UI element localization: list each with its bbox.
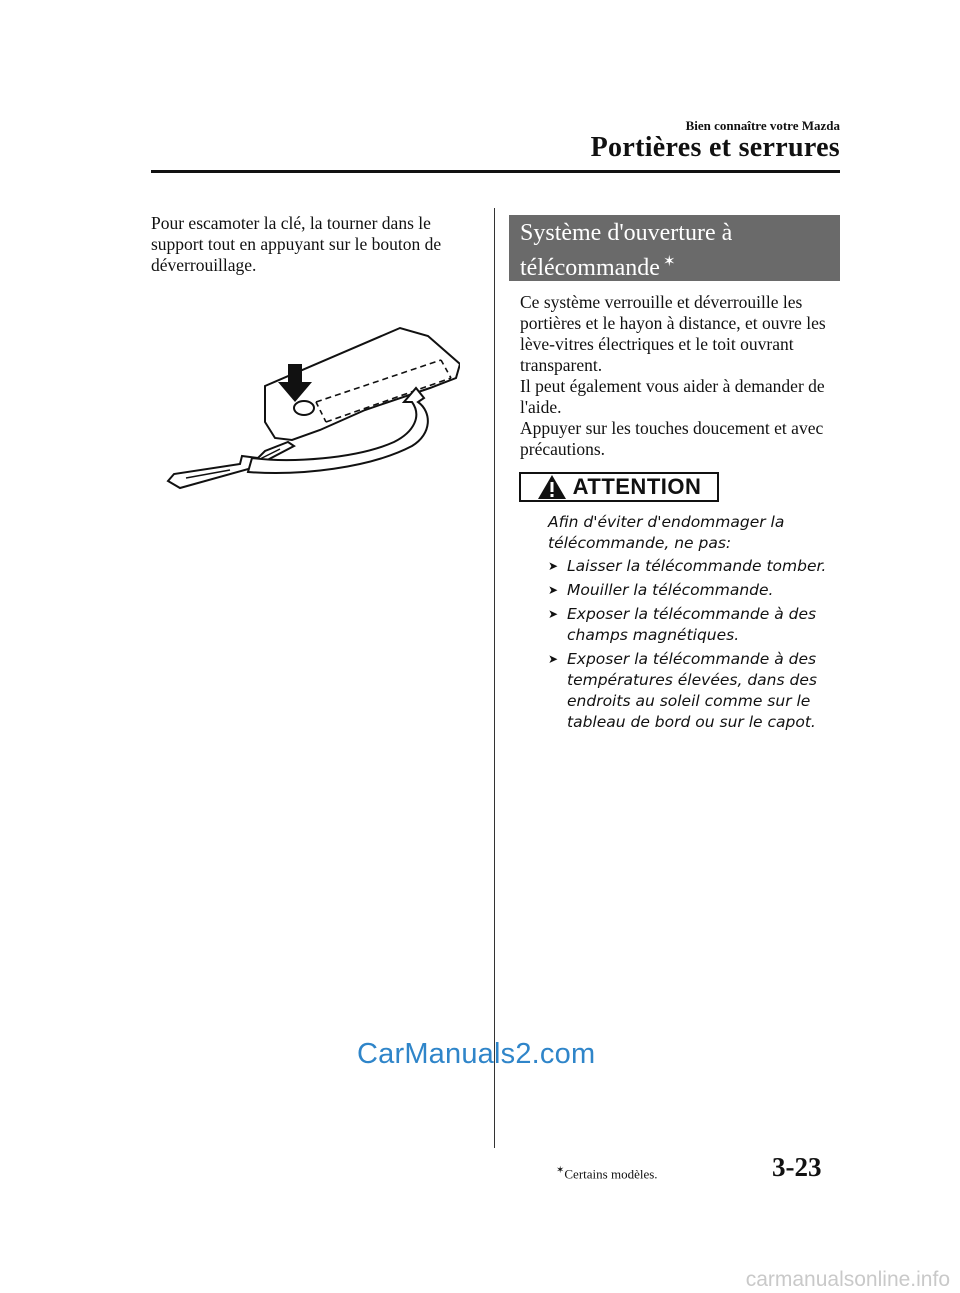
header-section-name: Bien connaître votre Mazda bbox=[685, 118, 840, 133]
description-paragraph: Appuyer sur les touches doucement et avec précautions. bbox=[520, 418, 824, 459]
attention-label: ATTENTION bbox=[572, 474, 702, 499]
carmanuals-watermark-link[interactable]: CarManuals2.com bbox=[357, 1038, 596, 1070]
attention-list bbox=[548, 556, 848, 733]
footnote bbox=[556, 1165, 658, 1182]
attention-intro: Afin d'éviter d'endommager la télécommande, ne pas: bbox=[548, 513, 785, 552]
site-watermark-link[interactable]: carmanualsonline.info bbox=[745, 1268, 950, 1291]
attention-item-text: Exposer la télécommande à des champs magnétiques. bbox=[567, 605, 817, 644]
warning-triangle-icon bbox=[537, 474, 567, 500]
section-title-text: Système d'ouverture à télécommande bbox=[520, 220, 733, 281]
attention-item-text: Laisser la télécommande tomber. bbox=[567, 557, 827, 575]
description-paragraph: Il peut également vous aider à demander de l'aide. bbox=[520, 376, 825, 417]
list-item bbox=[548, 604, 848, 646]
list-item bbox=[548, 649, 848, 733]
section-title bbox=[520, 219, 835, 283]
optional-feature-marker: ✶ bbox=[662, 254, 676, 270]
arrow-bullet-icon: ➤ bbox=[548, 583, 559, 597]
description-paragraph: Ce système verrouille et déverrouille les portières et le hayon à distance, et ouvre les lève-vitres électriques et le toit ouvrant transparent. bbox=[520, 292, 826, 375]
remote-system-description bbox=[520, 292, 842, 460]
arrow-bullet-icon: ➤ bbox=[548, 652, 559, 666]
footnote-marker: ✶ bbox=[556, 1165, 565, 1176]
arrow-bullet-icon: ➤ bbox=[548, 559, 559, 573]
attention-item-text: Mouiller la télécommande. bbox=[567, 581, 774, 599]
key-retract-instruction: Pour escamoter la clé, la tourner dans le support tout en appuyant sur le bouton de déverrouillage. bbox=[151, 213, 442, 275]
page-number: 3-23 bbox=[772, 1152, 822, 1182]
attention-body bbox=[548, 512, 848, 736]
key-fold-illustration bbox=[160, 318, 460, 498]
arrow-bullet-icon: ➤ bbox=[548, 607, 559, 621]
header-rule bbox=[151, 170, 840, 173]
list-item bbox=[548, 556, 848, 577]
attention-banner bbox=[519, 472, 719, 502]
header-title: Portières et serrures bbox=[590, 132, 840, 163]
column-divider bbox=[494, 208, 495, 1148]
list-item bbox=[548, 580, 848, 601]
attention-item-text: Exposer la télécommande à des températures élevées, dans des endroits au soleil comme sur le tableau de bord ou sur le capot. bbox=[567, 650, 817, 731]
footnote-text: Certains modèles. bbox=[564, 1166, 658, 1182]
